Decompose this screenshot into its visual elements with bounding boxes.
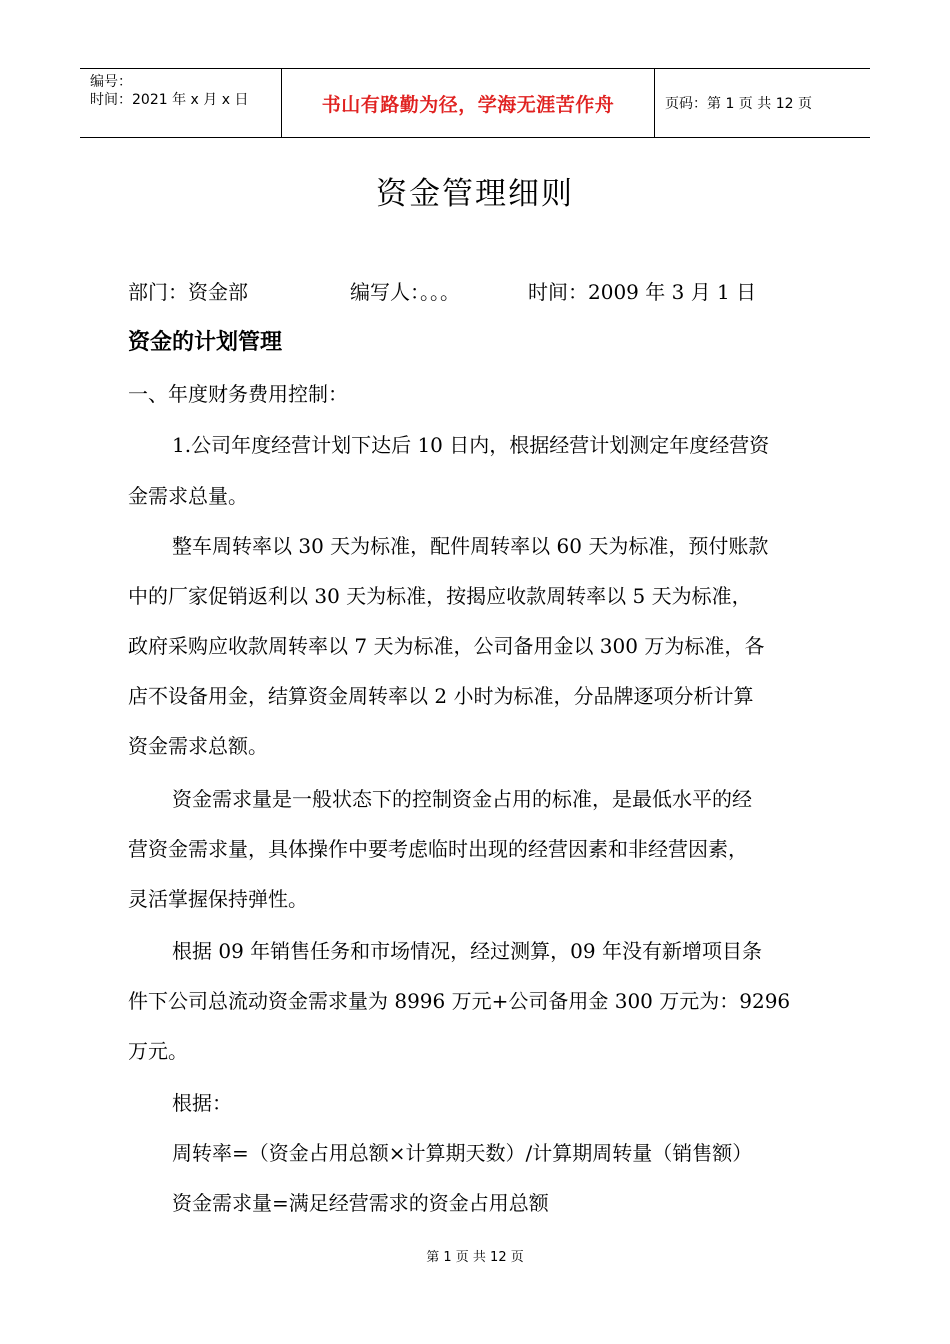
paragraph-line: 政府采购应收款周转率以 7 天为标准，公司备用金以 300 万为标准，各 — [128, 634, 765, 658]
paragraph-line: 店不设备用金，结算资金周转率以 2 小时为标准，分品牌逐项分析计算 — [128, 684, 754, 708]
paragraph-line: 整车周转率以 30 天为标准，配件周转率以 60 天为标准，预付账款 — [172, 534, 769, 558]
paragraph-line: 1.公司年度经营计划下达后 10 日内，根据经营计划测定年度经营资 — [172, 433, 770, 457]
header-left-cell — [80, 69, 280, 137]
formula-line: 周转率=（资金占用总额×计算期天数）/计算期周转量（销售额） — [172, 1141, 753, 1165]
paragraph-line: 根据 09 年销售任务和市场情况，经过测算，09 年没有新增项目条 — [172, 939, 762, 963]
time-label: 时间：2021 年 x 月 x 日 — [90, 92, 249, 108]
header-table — [80, 68, 870, 138]
document-title: 资金管理细则 — [376, 176, 574, 212]
number-label: 编号： — [90, 74, 132, 90]
author-label: 编写人：。。。 — [350, 280, 460, 304]
paragraph-line: 资金需求量是一般状态下的控制资金占用的标准，是最低水平的经 — [172, 787, 752, 811]
header-motto: 书山有路勤为径，学海无涯苦作舟 — [321, 93, 615, 116]
paragraph-line: 根据： — [172, 1091, 232, 1115]
header-page-code: 页码：第 1 页 共 12 页 — [665, 96, 812, 112]
formula-line: 资金需求量=满足经营需求的资金占用总额 — [172, 1191, 549, 1215]
paragraph-line: 灵活掌握保持弹性。 — [128, 887, 308, 911]
paragraph-line: 金需求总量。 — [128, 484, 248, 508]
section-subheading: 一、年度财务费用控制： — [128, 382, 348, 406]
paragraph-line: 中的厂家促销返利以 30 天为标准，按揭应收款周转率以 5 天为标准， — [128, 584, 752, 608]
department-label: 部门：资金部 — [128, 280, 248, 304]
page-footer: 第 1 页 共 12 页 — [426, 1250, 524, 1265]
paragraph-line: 万元。 — [128, 1039, 188, 1063]
date-label: 时间：2009 年 3 月 1 日 — [528, 280, 757, 304]
header-divider — [654, 69, 655, 137]
paragraph-line: 营资金需求量，具体操作中要考虑临时出现的经营因素和非经营因素， — [128, 837, 748, 861]
section-heading: 资金的计划管理 — [128, 330, 283, 355]
paragraph-line: 件下公司总流动资金需求量为 8996 万元+公司备用金 300 万元为：9296 — [128, 989, 791, 1013]
paragraph-line: 资金需求总额。 — [128, 734, 268, 758]
